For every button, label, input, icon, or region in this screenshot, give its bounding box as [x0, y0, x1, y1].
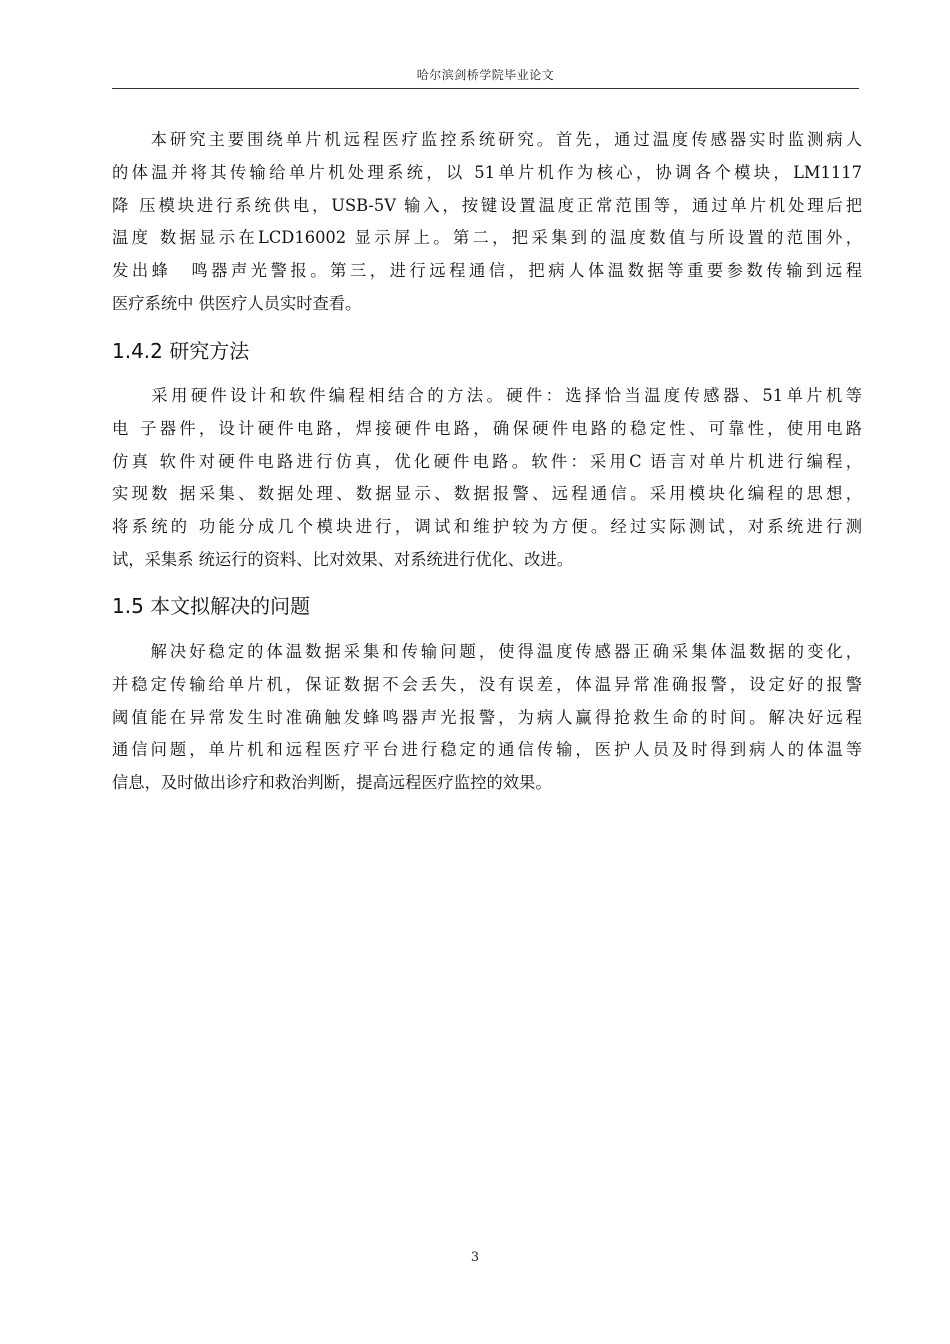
text-line: 温度 数据显示在LCD16002 显示屏上。第二，把采集到的温度数值与所设置的范围外，	[112, 228, 862, 248]
header-divider	[112, 88, 859, 89]
header-title: 哈尔滨剑桥学院毕业论文	[416, 68, 555, 82]
text-line: 实现数 据采集、数据处理、数据显示、数据报警、远程通信。采用模块化编程的思想，	[112, 484, 862, 504]
text-line: 医疗系统中 供医疗人员实时查看。	[112, 293, 362, 313]
text-line: 并稳定传输给单片机，保证数据不会丢失，没有误差，体温异常准确报警，设定好的报警	[112, 674, 862, 694]
paragraph-research-method	[112, 380, 862, 577]
text-line: 的体温并将其传输给单片机处理系统，以 51单片机作为核心，协调各个模块，LM1117	[112, 162, 862, 182]
text-line: 阈值能在异常发生时准确触发蜂鸣器声光报警，为病人赢得抢救生命的时间。解决好远程	[112, 707, 862, 727]
text-line: 降 压模块进行系统供电，USB-5V 输入，按键设置温度正常范围等，通过单片机处理后把	[112, 195, 862, 215]
section-heading-problems: 1.5 本文拟解决的问题	[112, 594, 311, 618]
text-line: 试，采集系 统运行的资料、比对效果、对系统进行优化、改进。	[112, 549, 574, 569]
text-line: 本研究主要围绕单片机远程医疗监控系统研究。首先，通过温度传感器实时监测病人	[112, 130, 862, 149]
section-heading-research-method: 1.4.2 研究方法	[112, 339, 250, 363]
text-line: 将系统的 功能分成几个模块进行，调试和维护较为方便。经过实际测试，对系统进行测	[112, 517, 862, 537]
text-line: 仿真 软件对硬件电路进行仿真，优化硬件电路。软件：采用C 语言对单片机进行编程，	[112, 451, 862, 471]
text-line: 通信问题，单片机和远程医疗平台进行稳定的通信传输，医护人员及时得到病人的体温等	[112, 740, 862, 760]
text-line: 解决好稳定的体温数据采集和传输问题，使得温度传感器正确采集体温数据的变化，	[112, 642, 862, 661]
text-line: 发出蜂 鸣器声光警报。第三，进行远程通信，把病人体温数据等重要参数传输到远程	[112, 261, 862, 281]
text-line: 信息，及时做出诊疗和救治判断，提高远程医疗监控的效果。	[112, 773, 552, 793]
paragraph-research-content	[112, 124, 862, 321]
text-line: 采用硬件设计和软件编程相结合的方法。硬件：选择恰当温度传感器、51单片机等	[112, 386, 862, 405]
text-line: 电 子器件，设计硬件电路，焊接硬件电路，确保硬件电路的稳定性、可靠性，使用电路	[112, 418, 862, 438]
page-number: 3	[470, 1250, 480, 1265]
paragraph-problems	[112, 636, 862, 800]
